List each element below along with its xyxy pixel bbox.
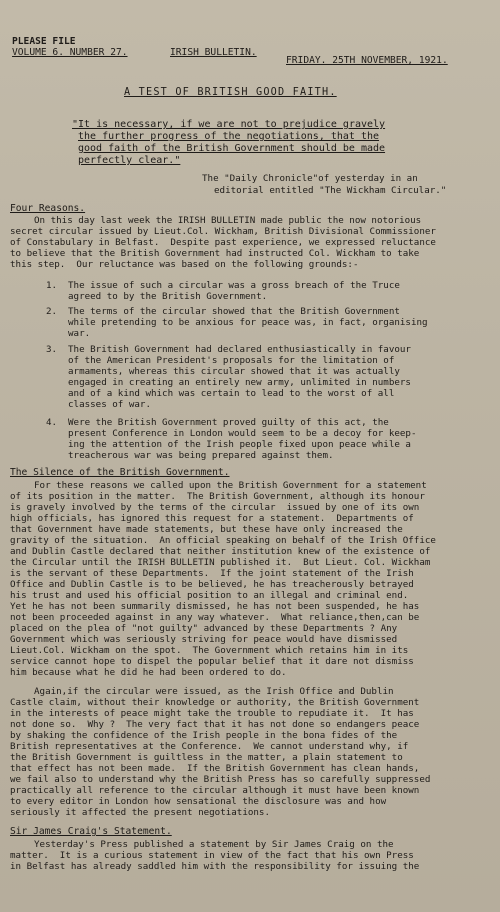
please-file-stamp: PLEASE FILE	[12, 36, 76, 47]
text-line: Yet he has not been summarily dismissed, he has not been suspended, he has	[10, 601, 420, 612]
text-line: seriously it affected the present negotiations.	[10, 807, 270, 818]
text-line: matter. It is a curious statement in view of the fact that his own Press	[10, 850, 414, 861]
text-line: in the interests of peace might take the trouble to repudiate it. It has	[10, 708, 414, 719]
list-item-line: ing the attention of the Irish people fixed upon peace while a	[68, 439, 411, 450]
text-line: in Belfast has already saddled him with the responsibility for issuing the	[10, 861, 420, 872]
list-item-line: while pretending to be anxious for peace was, in fact, organising	[68, 317, 428, 328]
text-line: to believe that the British Government had instructed Col. Wickham to take	[10, 248, 420, 259]
text-line: is the servant of these Departments. If the joint statement of the Irish	[10, 568, 414, 579]
list-item-line: treacherous war was being prepared against them.	[68, 450, 334, 461]
section-heading-craig-statement: Sir James Craig's Statement.	[10, 826, 172, 837]
text-line: practically all reference to the circular although it must have been known	[10, 785, 420, 796]
list-number: 2.	[46, 306, 58, 317]
list-item-line: The issue of such a circular was a gross breach of the Truce	[68, 280, 400, 291]
text-line: is gravely involved by the terms of the circular issued by one of its own	[10, 502, 420, 513]
text-line: the British Government is guiltless in the matter, a plain statement to	[10, 752, 403, 763]
quote-line: perfectly clear."	[78, 155, 181, 166]
text-line: placed on the plea of "not guilty" advanced by these Departments ? Any	[10, 623, 398, 634]
text-line: the Circular until the IRISH BULLETIN published it. But Lieut. Col. Wickham	[10, 557, 431, 568]
list-item-line: present Conference in London would seem to be a decoy for keep-	[68, 428, 417, 439]
list-item-line: The terms of the circular showed that the British Government	[68, 306, 400, 317]
text-line: Lieut.Col. Wickham on the spot. The Government which retains him in its	[10, 645, 409, 656]
text-line: not done so. Why ? The very fact that it has not done so endangers peace	[10, 719, 420, 730]
text-line: that Government have made statements, but these have only increased the	[10, 524, 403, 535]
text-line: not been proceeded against in any way whatever. What reliance,then,can be	[10, 612, 420, 623]
quote-line: "It is necessary, if we are not to prejudice gravely	[72, 119, 386, 130]
list-item-line: classes of war.	[68, 399, 151, 410]
text-line: British representatives at the Conference. We cannot understand why, if	[10, 741, 409, 752]
text-line: by shaking the confidence of the Irish people in the bona fides of the	[10, 730, 398, 741]
text-line: gravity of the situation. An official speaking on behalf of the Irish Office	[10, 535, 436, 546]
text-line: For these reasons we called upon the British Government for a statement	[34, 480, 427, 491]
text-line: and Dublin Castle declared that neither institution knew of the existence of	[10, 546, 431, 557]
text-line: high officials, has ignored this request for a statement. Departments of	[10, 513, 414, 524]
section-heading-four-reasons: Four Reasons.	[10, 203, 86, 214]
header-publication: IRISH BULLETIN.	[170, 47, 257, 58]
list-number: 4.	[46, 417, 58, 428]
page-title: A TEST OF BRITISH GOOD FAITH.	[124, 87, 337, 98]
quote-attribution: editorial entitled "The Wickham Circular."	[214, 185, 447, 196]
list-item-line: of the American President's proposals for the limitation of	[68, 355, 395, 366]
text-line: of Constabulary in Belfast. Despite past experience, we expressed reluctance	[10, 237, 436, 248]
text-line: to every editor in London how sensational the disclosure was and how	[10, 796, 387, 807]
text-line: his trust and used his official position to an illegal and criminal end.	[10, 590, 409, 601]
text-line: we fail also to understand why the British Press has so carefully suppressed	[10, 774, 431, 785]
text-line: Government which was seriously striving for peace would have dismissed	[10, 634, 398, 645]
text-line: that effect has not been made. If the British Government has clean hands,	[10, 763, 420, 774]
list-item-line: and of a kind which was certain to lead to the worst of all	[68, 388, 395, 399]
header-volume: VOLUME 6. NUMBER 27.	[12, 47, 128, 58]
quote-line: good faith of the British Government should be made	[78, 143, 386, 154]
list-number: 3.	[46, 344, 58, 355]
list-item-line: Were the British Government proved guilty of this act, the	[68, 417, 389, 428]
text-line: secret circular issued by Lieut.Col. Wickham, British Divisional Commissioner	[10, 226, 436, 237]
text-line: Again,if the circular were issued, as the Irish Office and Dublin	[34, 686, 394, 697]
text-line: Yesterday's Press published a statement by Sir James Craig on the	[34, 839, 394, 850]
text-line: him because what he did he had been ordered to do.	[10, 667, 287, 678]
list-item-line: The British Government had declared enthusiastically in favour	[68, 344, 411, 355]
text-line: service cannot hope to dispel the popular belief that it dare not dismiss	[10, 656, 414, 667]
header-date: FRIDAY. 25TH NOVEMBER, 1921.	[286, 55, 448, 66]
list-item-line: agreed to by the British Government.	[68, 291, 268, 302]
text-line: of its position in the matter. The British Government, although its honour	[10, 491, 425, 502]
list-item-line: armaments, whereas this circular showed that it was actually	[68, 366, 400, 377]
text-line: Office and Dublin Castle is to be believed, he has treacherously betrayed	[10, 579, 414, 590]
text-line: this step. Our reluctance was based on the following grounds:-	[10, 259, 359, 270]
text-line: Castle claim, without their knowledge or authority, the British Government	[10, 697, 420, 708]
list-item-line: war.	[68, 328, 91, 339]
quote-attribution: The "Daily Chronicle"of yesterday in an	[202, 173, 418, 184]
list-item-line: engaged in creating an entirely new army, unlimited in numbers	[68, 377, 411, 388]
text-line: On this day last week the IRISH BULLETIN made public the now notorious	[34, 215, 422, 226]
list-number: 1.	[46, 280, 58, 291]
quote-line: the further progress of the negotiations, that the	[78, 131, 380, 142]
section-heading-silence: The Silence of the British Government.	[10, 467, 230, 478]
